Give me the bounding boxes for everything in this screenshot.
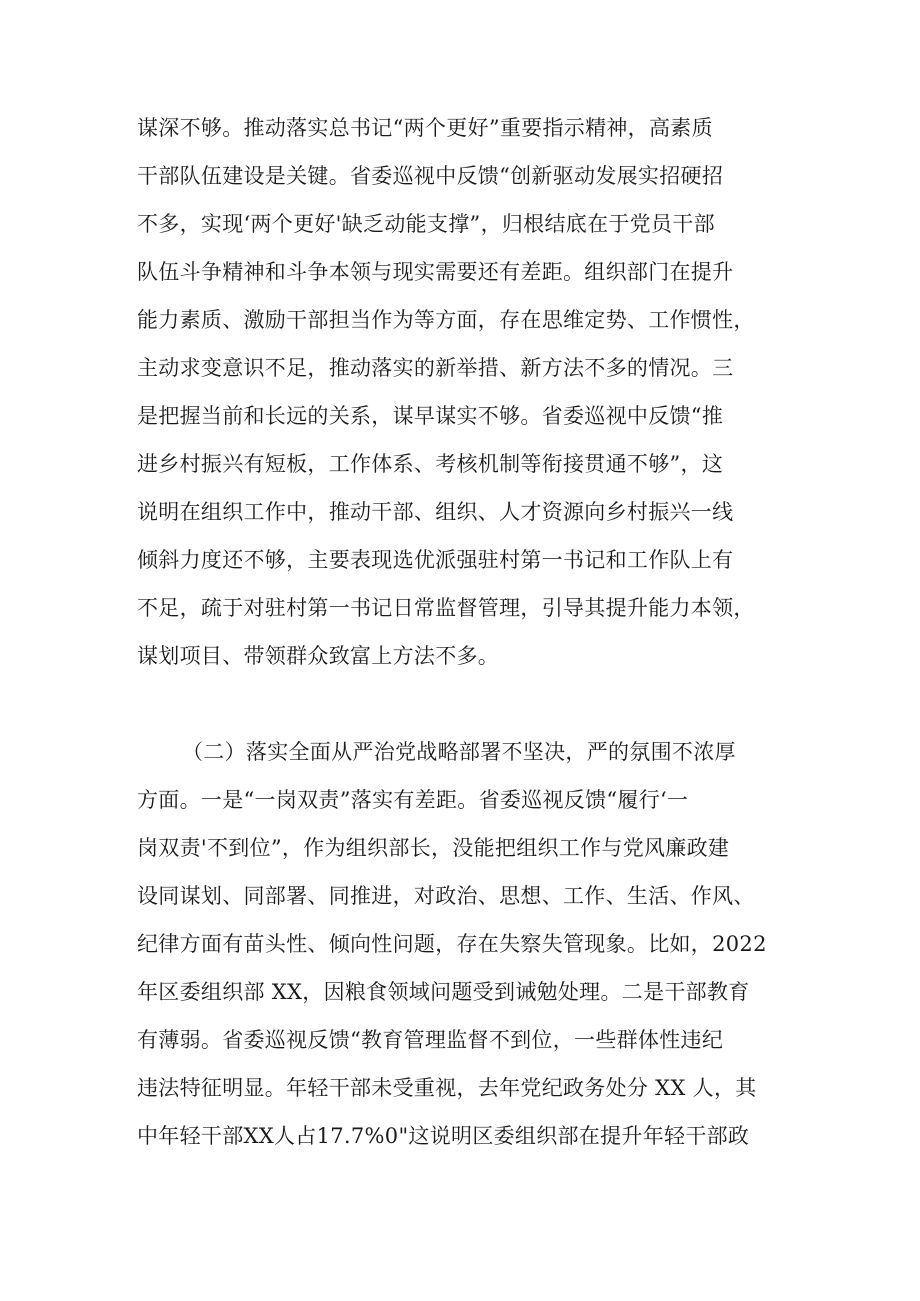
text-line: 队伍斗争精神和斗争本领与现实需要还有差距。组织部门在提升 — [137, 260, 734, 284]
text-line: 倾斜力度还不够，主要表现选优派强驻村第一书记和工作队上有 — [137, 548, 734, 572]
text-line: 不多，实现‘两个更好'缺乏动能支撑”，归根结底在于党员干部 — [137, 212, 715, 236]
text-line: 能力素质、激励干部担当作为等方面，存在思维定势、工作惯性， — [137, 308, 755, 332]
text-line: 纪律方面有苗头性、倾向性问题，存在失察失管现象。比如，2022 — [137, 932, 767, 956]
text-line: 不足，疏于对驻村第一书记日常监督管理，引导其提升能力本领， — [137, 596, 755, 620]
text-line: 有薄弱。省委巡视反馈“教育管理监督不到位，一些群体性违纪 — [137, 1028, 724, 1052]
text-line: 说明在组织工作中，推动干部、组织、人才资源向乡村振兴一线 — [137, 500, 734, 524]
text-line: 主动求变意识不足，推动落实的新举措、新方法不多的情况。三 — [137, 356, 734, 380]
text-line: 设同谋划、同部署、同推进，对政治、思想、工作、生活、作风、 — [137, 884, 755, 908]
text-line: 谋深不够。推动落实总书记“两个更好”重要指示精神，高素质 — [137, 116, 713, 140]
text-line: 是把握当前和长远的关系，谋早谋实不够。省委巡视中反馈“推 — [137, 404, 724, 428]
text-line: 中年轻干部XX人占17.7%0"这说明区委组织部在提升年轻干部政 — [137, 1124, 750, 1148]
text-line: 岗双责'不到位”，作为组织部长，没能把组织工作与党风廉政建 — [137, 836, 730, 860]
text-line: 年区委组织部 XX，因粮食领域问题受到诫勉处理。二是干部教育 — [137, 980, 750, 1004]
section-heading-line: （二）落实全面从严治党战略部署不坚决，严的氛围不浓厚 — [182, 740, 736, 764]
text-line: 干部队伍建设是关键。省委巡视中反馈“创新驱动发展实招硬招 — [137, 164, 724, 188]
text-line: 进乡村振兴有短板，工作体系、考核机制等衔接贯通不够”，这 — [137, 452, 724, 476]
text-line: 违法特征明显。年轻干部未受重视，去年党纪政务处分 XX 人，其 — [137, 1076, 757, 1100]
text-line: 方面。一是“一岗双责”落实有差距。省委巡视反馈“履行‘一 — [137, 788, 689, 812]
text-line: 谋划项目、带领群众致富上方法不多。 — [137, 644, 500, 668]
